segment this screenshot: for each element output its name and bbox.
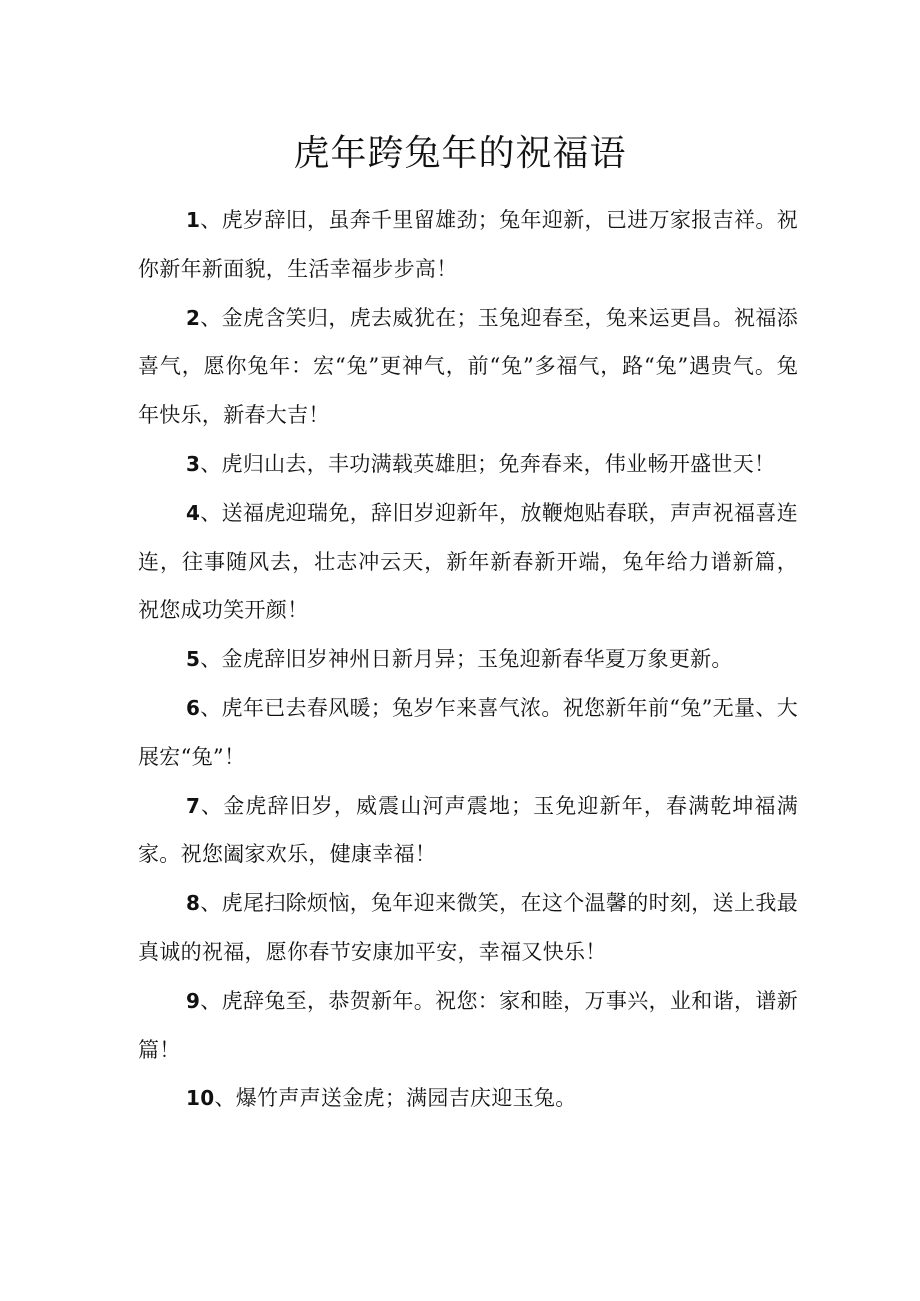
blessings-list (138, 196, 798, 1123)
list-item (138, 782, 798, 880)
page-title: 虎年跨兔年的祝福语 (293, 133, 627, 174)
list-item (138, 879, 798, 977)
item-number: 10 (186, 1086, 215, 1111)
list-item (138, 684, 798, 782)
item-number: 9 (186, 988, 201, 1013)
item-text: 、爆竹声声送金虎；满园吉庆迎玉兔。 (214, 1086, 577, 1111)
list-item (138, 440, 798, 489)
item-text: 、金虎辞旧岁，威震山河声震地；玉免迎新年，春满乾坤福满家。祝您阖家欢乐，健康幸福！ (138, 793, 798, 867)
item-text: 、金虎含笑归，虎去威犹在；玉兔迎春至，兔来运更昌。祝福添喜气，愿你兔年：宏“兔”更神气，前“兔”多福气，路“兔”遇贵气。兔年快乐，新春大吉！ (138, 305, 798, 428)
list-item (138, 635, 798, 684)
item-text: 、送福虎迎瑞免，辞旧岁迎新年，放鞭炮贴春联，声声祝福喜连连，往事随风去，壮志冲云天，新年新春新开端，兔年给力谱新篇，祝您成功笑开颜！ (138, 500, 798, 623)
item-number: 3 (186, 451, 201, 476)
item-number: 6 (186, 695, 201, 720)
item-text: 、虎岁辞旧，虽奔千里留雄劲；兔年迎新，已进万家报吉祥。祝你新年新面貌，生活幸福步步高！ (138, 208, 798, 281)
list-item (138, 294, 798, 440)
item-number: 5 (186, 647, 201, 672)
item-text: 、金虎辞旧岁神州日新月异；玉兔迎新春华夏万象更新。 (200, 647, 733, 672)
item-number: 7 (186, 793, 201, 818)
item-number: 4 (186, 500, 201, 525)
list-item (138, 977, 798, 1075)
item-text: 、虎年已去春风暖；兔岁乍来喜气浓。祝您新年前“兔”无量、大展宏“兔”！ (138, 695, 798, 769)
item-text: 、虎归山去，丰功满载英雄胆；免奔春来，伟业畅开盛世天！ (200, 451, 776, 476)
item-number: 2 (186, 305, 201, 330)
list-item (138, 196, 798, 294)
item-number: 8 (186, 891, 201, 916)
item-text: 、虎辞兔至，恭贺新年。祝您：家和睦，万事兴，业和谐，谱新篇！ (138, 988, 798, 1062)
list-item (138, 489, 798, 635)
list-item (138, 1074, 798, 1123)
item-text: 、虎尾扫除烦恼，兔年迎来微笑，在这个温馨的时刻，送上我最真诚的祝福，愿你春节安康加平安，幸福又快乐！ (138, 891, 798, 964)
item-number: 1 (186, 208, 201, 232)
